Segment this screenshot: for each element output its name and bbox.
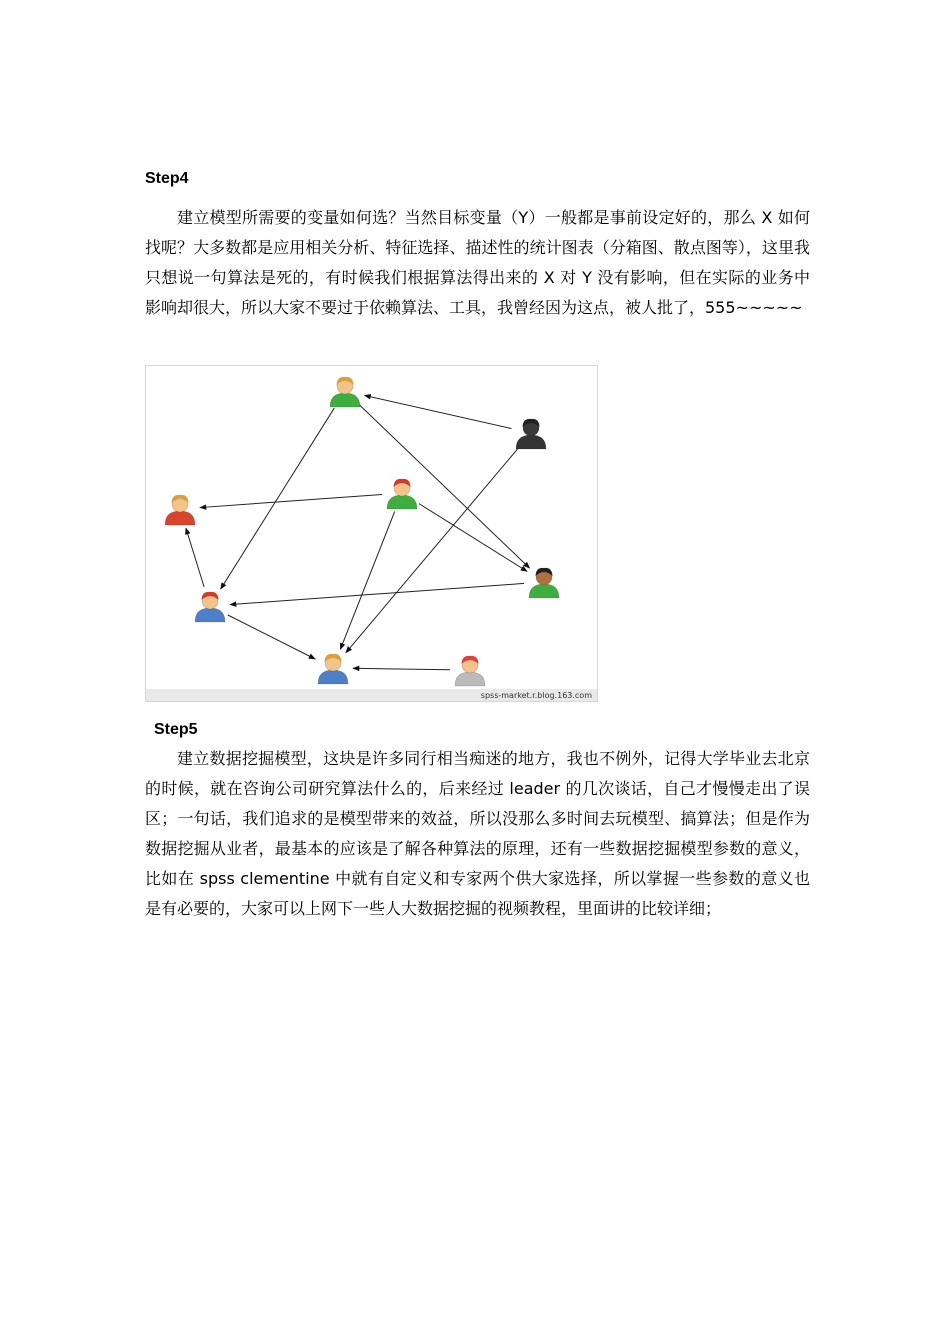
- step4-paragraph: 建立模型所需要的变量如何选？当然目标变量（Y）一般都是事前设定好的，那么 X 如何找呢？大多数都是应用相关分析、特征选择、描述性的统计图表（分箱图、散点图等），这里我只想说一句算法是死的，有时候我们根据算法得出来的 X 对 Y 没有影响，但在实际的业务中影响却很大，所以大家不要过于依赖算法、工具，我曾经因为这点，被人批了，555~~~~~: [145, 208, 810, 317]
- network-diagram: [146, 366, 597, 701]
- edge-lower-left-to-left: [186, 528, 204, 587]
- edge-bottom-right-to-bottom: [353, 668, 450, 669]
- edge-center-to-left: [200, 494, 382, 507]
- edge-lower-left-to-bottom: [228, 615, 315, 659]
- person-icon-left: [165, 495, 195, 525]
- edge-upper-right-to-bottom: [346, 448, 518, 652]
- person-icon-upper-right: [516, 419, 546, 449]
- step5-paragraph: 建立数据挖掘模型，这块是许多同行相当痴迷的地方，我也不例外，记得大学毕业去北京的时候，就在咨询公司研究算法什么的，后来经过 leader 的几次谈话，自己才慢慢走出了误区；一句话，我们追求的是模型带来的效益，所以没那么多时间去玩模型、搞算法；但是作为数据挖掘从业者，最基本的应该是了解各种算法的原理，还有一些数据挖掘模型参数的意义，比如在 spss clementine 中就有自定义和专家两个供大家选择，所以掌握一些参数的意义也是有必要的，大家可以上网下一些人大数据挖掘的视频教程，里面讲的比较详细；: [145, 749, 810, 918]
- person-icon-center: [387, 479, 417, 509]
- person-icon-bottom-right: [455, 656, 485, 686]
- edge-right-to-lower-left: [230, 583, 524, 604]
- edge-top-to-lower-left: [221, 408, 335, 589]
- person-icon-lower-left: [195, 592, 225, 622]
- edge-upper-right-to-top: [365, 395, 512, 428]
- edge-top-to-right: [359, 405, 529, 568]
- social-network-figure: [145, 365, 598, 702]
- step4-heading: Step4: [145, 170, 189, 187]
- person-icon-right: [529, 568, 559, 598]
- figure-credit: spss-market.r.blog.163.com: [480, 691, 592, 700]
- step5-heading: Step5: [154, 721, 198, 738]
- edge-center-to-bottom: [340, 512, 394, 650]
- person-icon-bottom: [318, 654, 348, 684]
- person-icon-top: [330, 377, 360, 407]
